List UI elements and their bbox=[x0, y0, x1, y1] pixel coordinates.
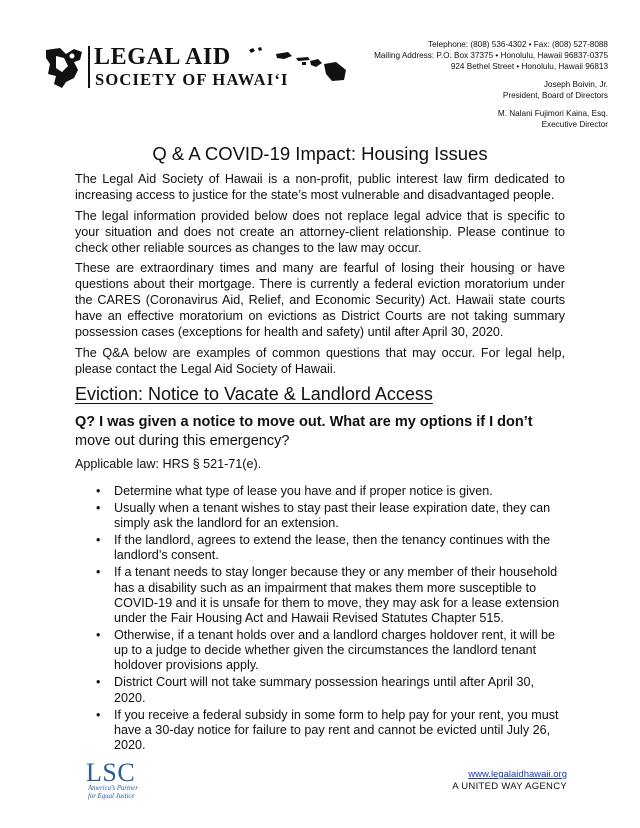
lsc-tagline bbox=[88, 785, 138, 800]
list-item: • Determine what type of lease you have and if proper notice is given. bbox=[96, 484, 566, 499]
contact-mailing-address: Mailing Address: P.O. Box 37375 • Honolulu, Hawaii 96837-0375 bbox=[374, 51, 608, 60]
list-item: • If a tenant needs to stay longer because they or any member of their household has a disability such as an impairment that makes them more susceptible to COVID-19 and it is unsafe for them to move, they may ask for a lease extension under the Fair Housing Act and Hawaii Revised Statutes Chapter 515. bbox=[96, 565, 566, 626]
contact-block bbox=[374, 39, 608, 72]
president-block bbox=[503, 79, 608, 101]
list-item: • If the landlord, agrees to extend the lease, then the tenancy continues with the landlord’s consent. bbox=[96, 533, 566, 563]
president-name: Joseph Boivin, Jr. bbox=[543, 80, 608, 89]
contact-phone-fax: Telephone: (808) 536-4302 • Fax: (808) 527-8088 bbox=[428, 40, 608, 49]
paragraph-moratorium: These are extraordinary times and many are fearful of losing their housing or have questions about their mortgage. There is currently a federal eviction moratorium under the CARES (Coronavirus Aid, Relief, and Economic Security) Act. Hawaii state courts have an effective moratorium on evictions as District Courts are not taking summary possession cases (exceptions for health and safety) until after April 30, 2020. bbox=[75, 261, 565, 339]
question-rest: move out during this emergency? bbox=[75, 433, 290, 449]
website-link[interactable]: www.legalaidhawaii.org bbox=[468, 769, 567, 780]
lsc-logo-text: LSC bbox=[86, 758, 136, 787]
list-item: • District Court will not take summary possession hearings until after April 30, 2020. bbox=[96, 675, 566, 705]
director-block bbox=[498, 108, 608, 130]
united-way-agency: A UNITED WAY AGENCY bbox=[452, 781, 567, 792]
org-name-line1: LEGAL AID bbox=[94, 44, 231, 70]
director-title: Executive Director bbox=[541, 120, 608, 129]
logo-divider bbox=[88, 46, 90, 88]
contact-street-address: 924 Bethel Street • Honolulu, Hawaii 96813 bbox=[450, 62, 608, 71]
legal-aid-logo-icon bbox=[44, 46, 84, 88]
paragraph-contact: The Q&A below are examples of common questions that may occur. For legal help, please contact the Legal Aid Society of Hawaii. bbox=[75, 346, 565, 376]
document-title: Q & A COVID-19 Impact: Housing Issues bbox=[152, 143, 488, 164]
paragraph-disclaimer: The legal information provided below does not replace legal advice that is specific to your situation and does not create an attorney-client relationship. Please continue to check other reliable sources as changes to the law may occur. bbox=[75, 209, 565, 255]
applicable-law: Applicable law: HRS § 521-71(e). bbox=[75, 457, 262, 471]
list-item: • If you receive a federal subsidy in some form to help pay for your rent, you must have a 30-day notice for failure to pay rent and cannot be evicted until July 26, 2020. bbox=[96, 708, 566, 754]
president-title: President, Board of Directors bbox=[502, 91, 608, 100]
question bbox=[75, 413, 565, 451]
section-heading: Eviction: Notice to Vacate & Landlord Access bbox=[75, 384, 433, 404]
answer-bullet-list bbox=[96, 484, 566, 755]
org-name-line2: SOCIETY OF HAWAI‘I bbox=[95, 70, 289, 89]
list-item: • Usually when a tenant wishes to stay past their lease expiration date, they can simply ask the landlord for an extension. bbox=[96, 501, 566, 531]
lsc-tagline-line1: America's Partner bbox=[88, 785, 138, 792]
lsc-tagline-line2: for Equal Justice bbox=[88, 792, 135, 800]
list-item: • Otherwise, if a tenant holds over and a landlord charges holdover rent, it will be up to a judge to decide whether given the circumstances the landlord tenant holdover provisions apply. bbox=[96, 628, 566, 674]
director-name: M. Nalani Fujimori Kaina, Esq. bbox=[497, 109, 608, 118]
paragraph-intro: The Legal Aid Society of Hawaii is a non-profit, public interest law firm dedicated to increasing access to justice for the state’s most vulnerable and disadvantaged people. bbox=[75, 172, 565, 202]
hawaiian-islands-icon bbox=[246, 44, 350, 82]
question-bold: Q? I was given a notice to move out. What are my options if I don’t bbox=[75, 414, 533, 430]
